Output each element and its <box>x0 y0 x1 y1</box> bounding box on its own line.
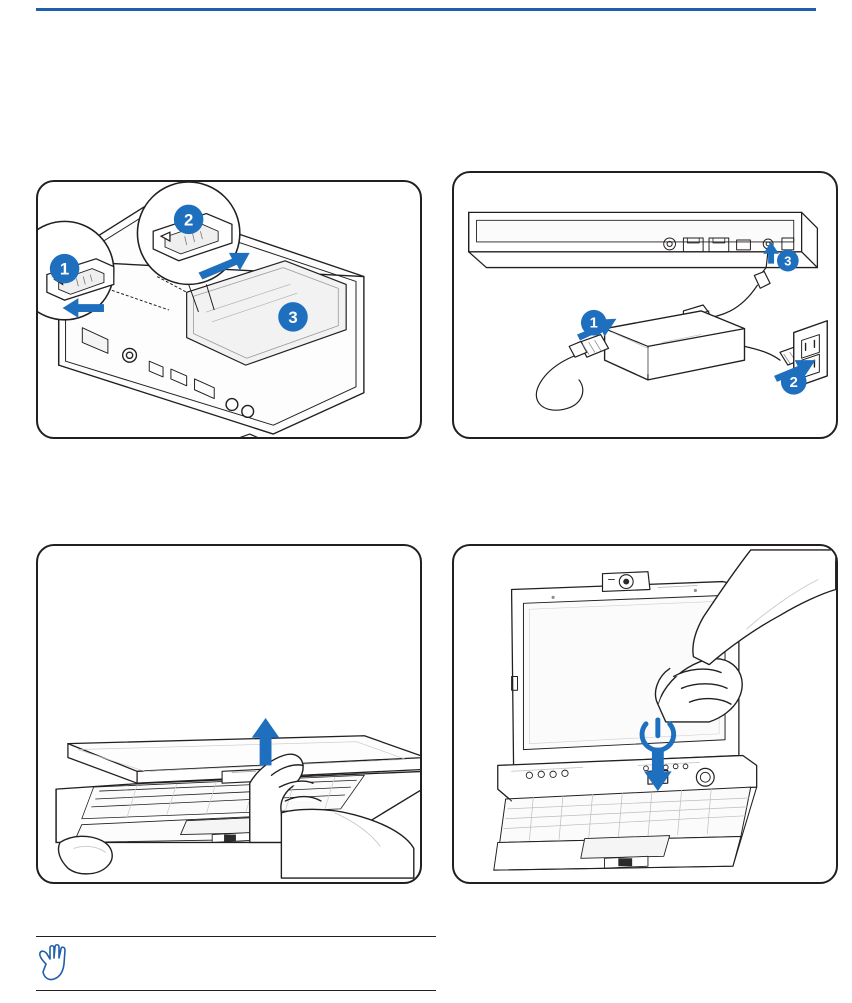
callout-badge-3: 3 <box>784 253 792 269</box>
callout-badge-1: 1 <box>59 259 70 279</box>
note-divider-bottom <box>36 990 436 991</box>
hand-caution-icon <box>36 942 70 982</box>
figure-connect-power-adapter <box>452 171 838 439</box>
callout-badge-2: 2 <box>183 210 194 230</box>
callout-badge-1: 1 <box>589 315 598 332</box>
callout-badge-3: 3 <box>288 307 298 327</box>
note-divider-top <box>36 936 436 937</box>
figure-press-power-button <box>452 544 838 884</box>
figure-open-display-panel <box>36 544 422 884</box>
figure-install-battery-pack <box>36 180 422 439</box>
callout-badge-2: 2 <box>789 374 798 391</box>
header-rule <box>36 8 816 11</box>
